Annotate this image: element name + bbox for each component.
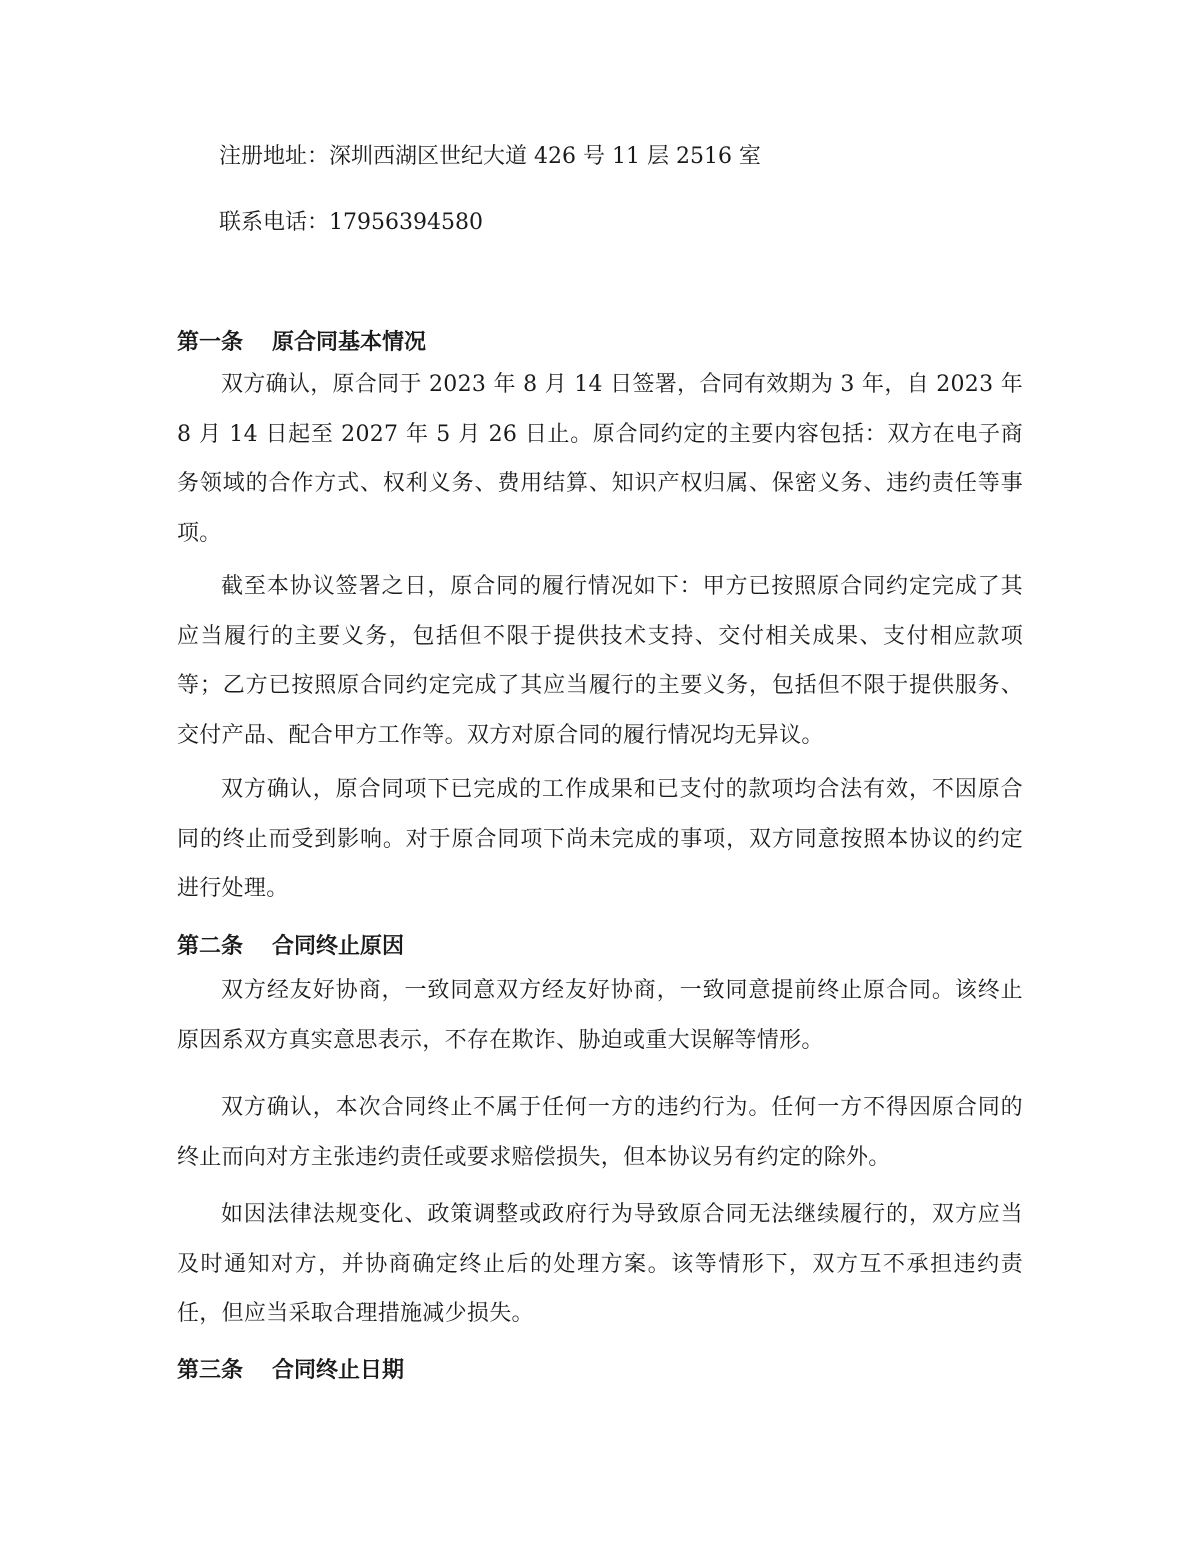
registered-address: 注册地址：深圳西湖区世纪大道 426 号 11 层 2516 室 bbox=[219, 144, 761, 169]
section-heading-2 bbox=[177, 932, 404, 962]
contact-phone: 联系电话：17956394580 bbox=[219, 210, 483, 235]
section-number: 第二条 bbox=[177, 934, 244, 959]
section-2-paragraph-3: 如因法律法规变化、政策调整或政府行为导致原合同无法继续履行的，双方应当及时通知对方，并协商确定终止后的处理方案。该等情形下，双方互不承担违约责任，但应当采取合理措施减少损失。 bbox=[177, 1202, 1023, 1326]
section-2-paragraph-2: 双方确认，本次合同终止不属于任何一方的违约行为。任何一方不得因原合同的终止而向对方主张违约责任或要求赔偿损失，但本协议另有约定的除外。 bbox=[177, 1095, 1023, 1170]
section-title: 原合同基本情况 bbox=[272, 330, 427, 355]
section-number: 第三条 bbox=[177, 1358, 244, 1383]
section-1-paragraph-2: 截至本协议签署之日，原合同的履行情况如下：甲方已按照原合同约定完成了其应当履行的主要义务，包括但不限于提供技术支持、交付相关成果、支付相应款项等；乙方已按照原合同约定完成了其应当履行的主要义务，包括但不限于提供服务、交付产品、配合甲方工作等。双方对原合同的履行情况均无异议。 bbox=[177, 574, 1023, 748]
section-heading-1 bbox=[177, 328, 426, 358]
section-title: 合同终止日期 bbox=[272, 1358, 405, 1383]
section-1-paragraph-3: 双方确认，原合同项下已完成的工作成果和已支付的款项均合法有效，不因原合同的终止而受到影响。对于原合同项下尚未完成的事项，双方同意按照本协议的约定进行处理。 bbox=[177, 777, 1023, 901]
section-heading-3 bbox=[177, 1356, 404, 1386]
section-1-paragraph-1: 双方确认，原合同于 2023 年 8 月 14 日签署，合同有效期为 3 年，自 2023 年 8 月 14 日起至 2027 年 5 月 26 日止。原合同约定的主要内容包括：双方在电子商务领域的合作方式、权利义务、费用结算、知识产权归属、保密义务、违约责任等事项。 bbox=[177, 372, 1023, 546]
section-2-paragraph-1: 双方经友好协商，一致同意双方经友好协商，一致同意提前终止原合同。该终止原因系双方真实意思表示，不存在欺诈、胁迫或重大误解等情形。 bbox=[177, 978, 1023, 1053]
section-title: 合同终止原因 bbox=[272, 934, 405, 959]
section-number: 第一条 bbox=[177, 330, 244, 355]
